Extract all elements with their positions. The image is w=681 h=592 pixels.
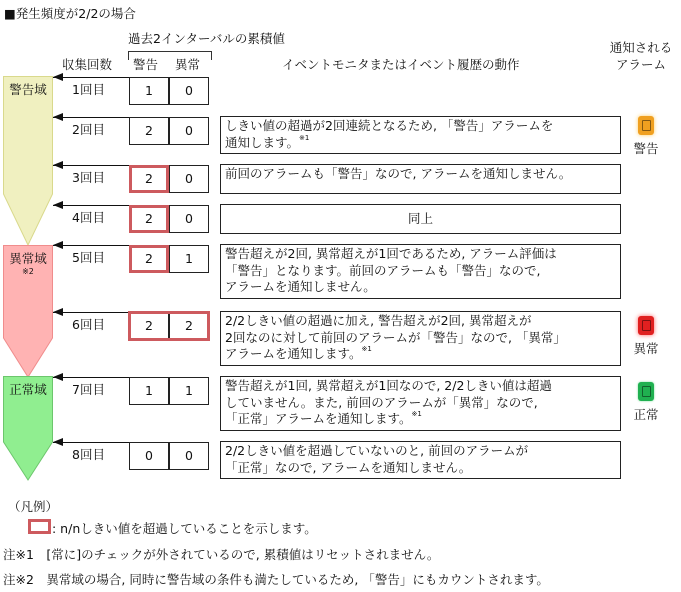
collection-count: 6回目 xyxy=(72,317,105,332)
cumulative-header: 過去2インターバルの累積値 xyxy=(128,31,285,46)
warning-count-cell: 1 xyxy=(129,77,169,105)
warning-alarm-icon xyxy=(638,116,654,135)
collection-count: 4回目 xyxy=(72,210,105,225)
alarm-normal: 正常 xyxy=(626,382,666,423)
action-description: 2/2しきい値を超過していないのと, 前回のアラームが 「正常」なので, アラームを通知しません。 xyxy=(220,441,621,479)
arrow-head-icon xyxy=(53,308,63,316)
error-count-cell: 0 xyxy=(169,205,209,233)
normal-alarm-icon xyxy=(638,382,654,401)
collection-count: 2回目 xyxy=(72,122,105,137)
footnote-1: 注※1 [常に]のチェックが外されているので, 累積値はリセットされません。 xyxy=(3,547,440,562)
warning-count-cell-highlighted: 2 xyxy=(129,205,169,233)
footnote-2: 注※2 異常域の場合, 同時に警告域の条件も満たしているため, 「警告」にもカウントされます。 xyxy=(3,572,549,587)
diagram-title: ■発生頻度が2/2の場合 xyxy=(4,6,136,21)
alarm-warning: 警告 xyxy=(626,116,666,157)
warning-count-cell-highlighted: 2 xyxy=(129,245,169,273)
zone-normal-label: 正常域 xyxy=(9,382,47,397)
arrow-head-icon xyxy=(53,161,63,169)
footnote-ref: ※1 xyxy=(299,133,310,142)
error-count-cell: 0 xyxy=(169,117,209,145)
legend-title: （凡例） xyxy=(8,499,59,514)
action-description: 前回のアラームも「警告」なので, アラームを通知しません。 xyxy=(220,164,621,194)
arrow-head-icon xyxy=(53,241,63,249)
error-count-cell: 0 xyxy=(169,77,209,105)
action-description: 警告超えが1回, 異常超えが1回なので, 2/2しきい値は超過 していません。また, 前回のアラームが「異常」なので, 「正常」アラームを通知します。$^{※1}$ xyxy=(220,376,621,431)
action-description: しきい値の超過が2回連続となるため, 「警告」アラームを 通知します。$^{※1}$ xyxy=(220,116,621,154)
collection-count: 7回目 xyxy=(72,382,105,397)
arrow-head-icon xyxy=(53,113,63,121)
error-count-cell: 0 xyxy=(169,165,209,193)
zone-normal xyxy=(3,376,53,481)
legend-highlight-swatch xyxy=(28,519,51,534)
zone-error-note: ※2 xyxy=(22,267,34,276)
warning-column-header: 警告 xyxy=(133,57,159,72)
arrow-head-icon xyxy=(53,201,63,209)
warning-count-cell-highlighted: 2 xyxy=(129,165,169,193)
collection-count-header: 収集回数 xyxy=(62,57,113,72)
error-count-cell: 1 xyxy=(169,377,209,405)
warning-count-cell: 0 xyxy=(129,442,169,470)
action-description: 2/2しきい値の超過に加え, 警告超えが2回, 異常超えが 2回なのに対して前回のアラームが「警告」なので, 「異常」 アラームを通知します。$^{※1}$ xyxy=(220,311,621,366)
warning-count-cell: 2 xyxy=(129,117,169,145)
error-alarm-icon xyxy=(638,316,654,335)
collection-count: 8回目 xyxy=(72,447,105,462)
collection-count: 1回目 xyxy=(72,82,105,97)
action-column-header: イベントモニタまたはイベント履歴の動作 xyxy=(282,57,520,72)
alarm-column-header: 通知される アラーム xyxy=(609,40,673,72)
error-count-cell: 2 xyxy=(169,312,209,340)
arrow-head-icon xyxy=(53,373,63,381)
zone-error-label: 異常域 xyxy=(9,251,47,266)
zone-error xyxy=(3,245,53,378)
legend-text: : n/nしきい値を超過していることを示します。 xyxy=(52,521,317,536)
footnote-ref: ※1 xyxy=(411,410,422,418)
pair-highlight-box xyxy=(128,311,210,341)
footnote-ref: ※1 xyxy=(361,345,372,353)
action-description: 同上 xyxy=(220,204,621,234)
arrow-head-icon xyxy=(53,438,63,446)
error-column-header: 異常 xyxy=(175,57,201,72)
arrow-head-icon xyxy=(53,73,63,81)
collection-count: 5回目 xyxy=(72,250,105,265)
zone-warning xyxy=(3,76,53,246)
alarm-error: 異常 xyxy=(626,316,666,357)
collection-count: 3回目 xyxy=(72,170,105,185)
error-count-cell: 0 xyxy=(169,442,209,470)
zone-warning-label: 警告域 xyxy=(9,82,47,97)
warning-count-cell: 1 xyxy=(129,377,169,405)
error-count-cell: 1 xyxy=(169,245,209,273)
action-description: 警告超えが2回, 異常超えが1回であるため, アラーム評価は 「警告」となります。前回のアラームも「警告」なので, アラームを通知しません。 xyxy=(220,244,621,299)
warning-count-cell: 2 xyxy=(129,312,169,340)
